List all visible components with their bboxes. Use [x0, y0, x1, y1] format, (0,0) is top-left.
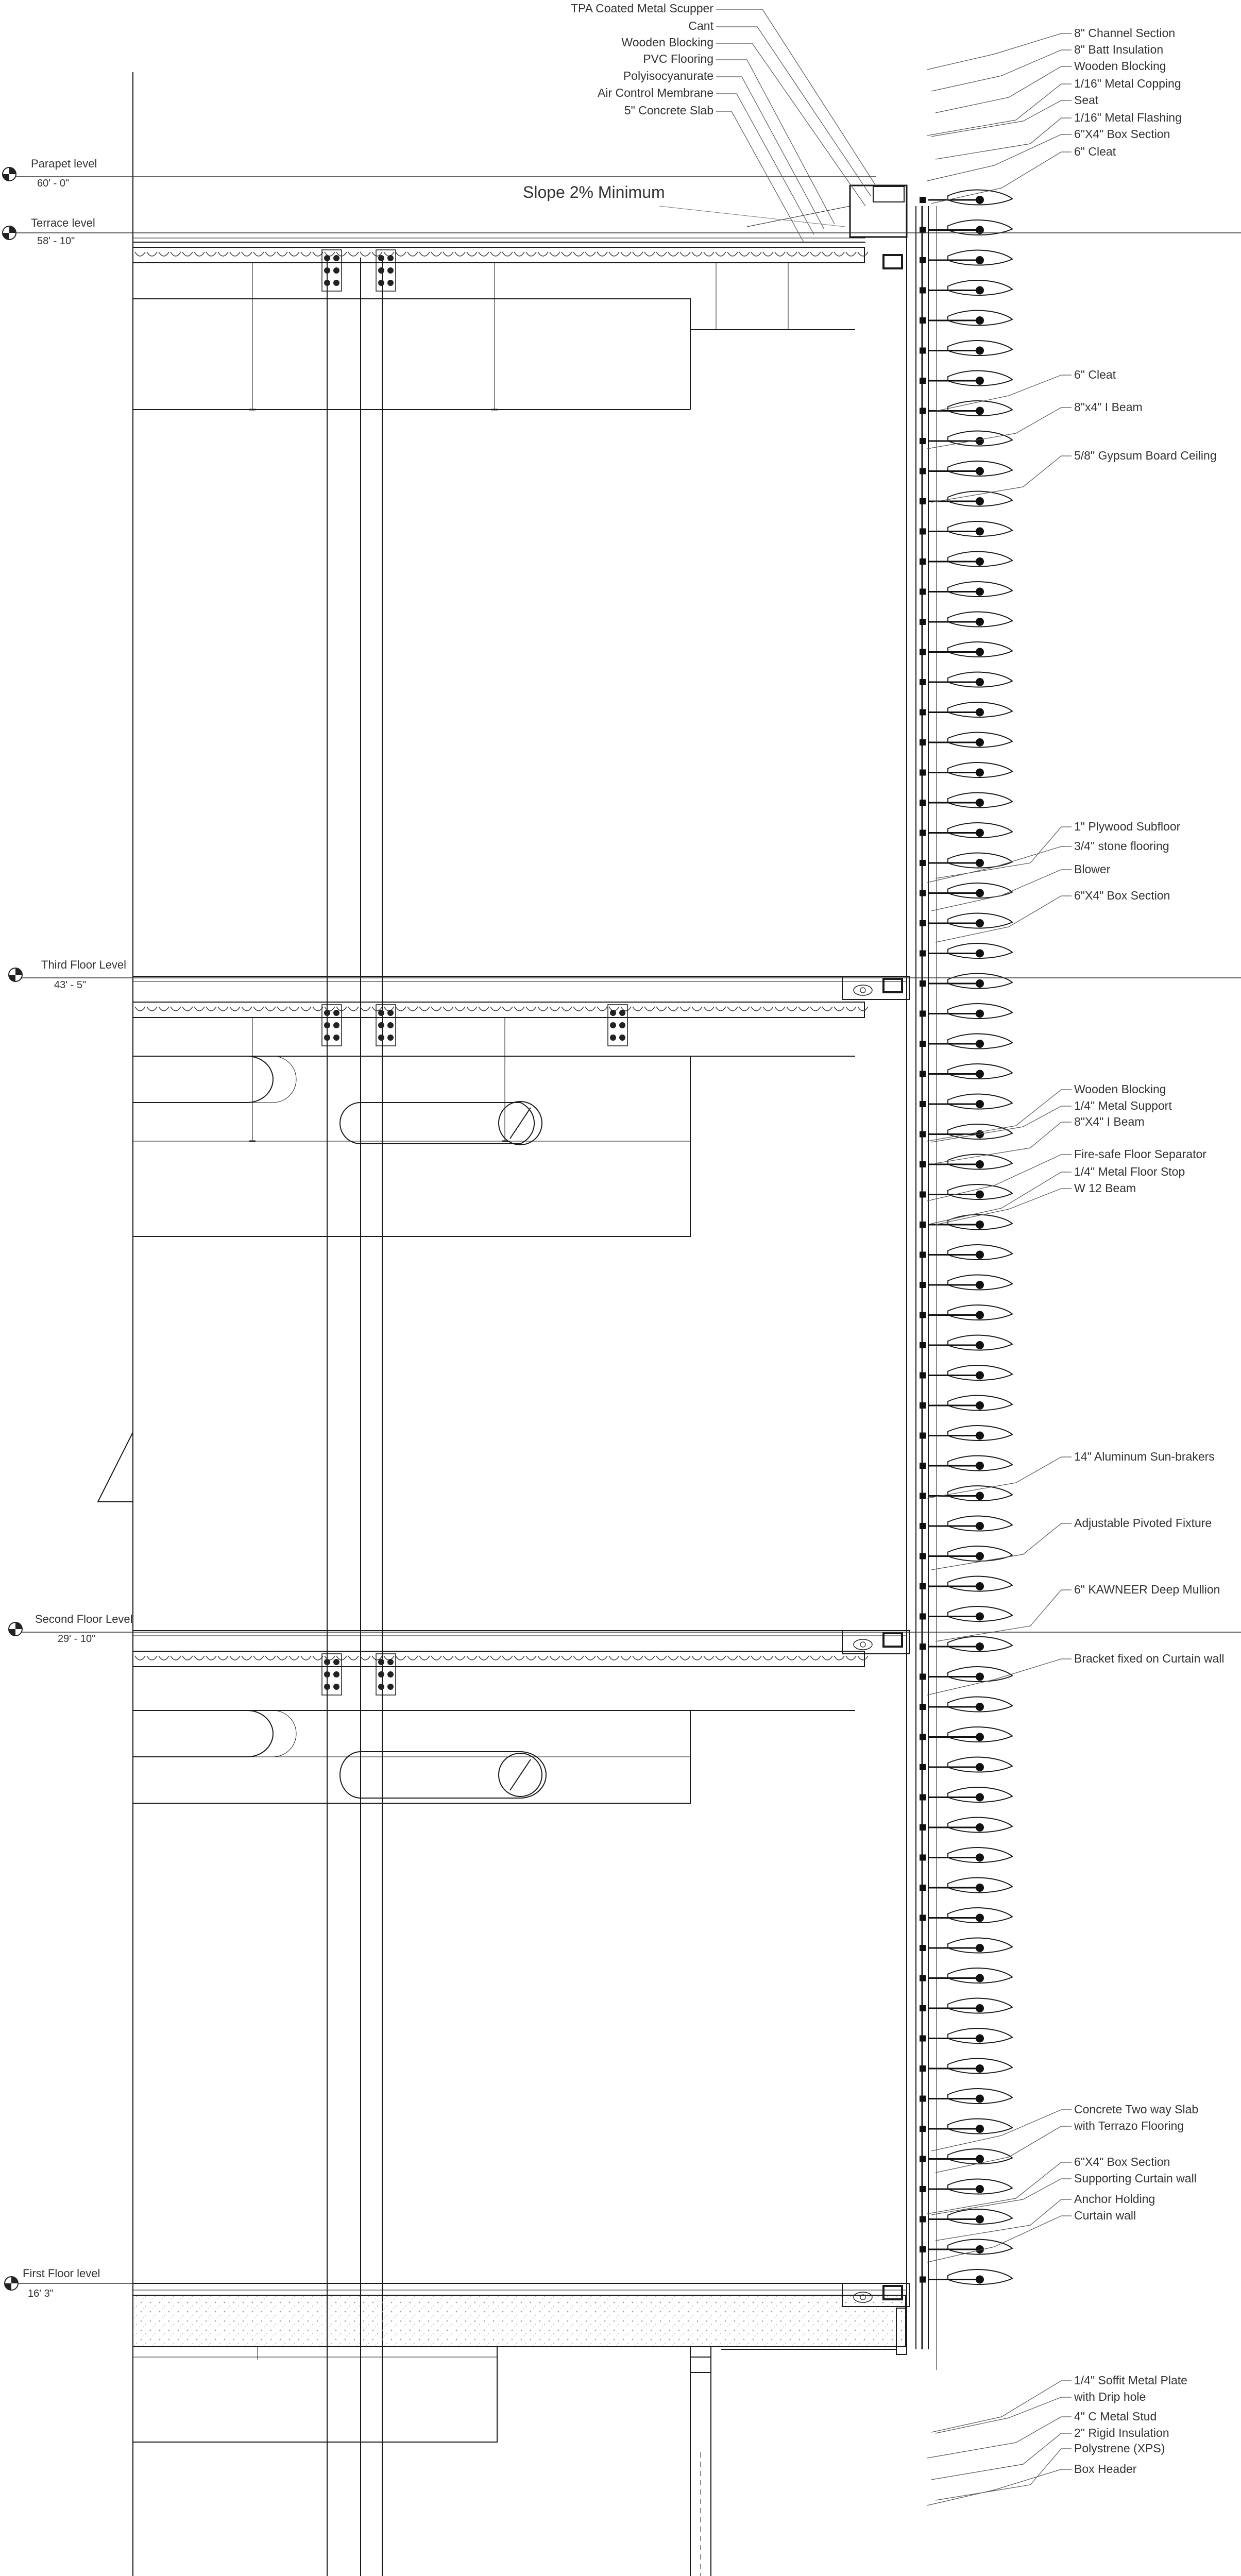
label-metal-flashing-top: 1/16" Metal Flashing — [1074, 111, 1182, 124]
sun-breaker-louver — [920, 280, 1012, 295]
sun-breaker-louver — [920, 582, 1012, 597]
left-leaders — [716, 9, 876, 242]
label-box-section-top: 6"X4" Box Section — [1074, 127, 1170, 141]
sun-breaker-louver — [920, 1426, 1012, 1440]
sun-breaker-louver — [920, 401, 1012, 416]
sun-breaker-louver — [920, 642, 1012, 657]
label-air-control-membrane: Air Control Membrane — [598, 86, 713, 99]
sun-breaker-louver — [920, 1727, 1012, 1742]
sun-breaker-louver — [920, 2179, 1012, 2194]
sun-breaker-louver — [920, 1637, 1012, 1652]
sun-breaker-louver — [920, 311, 1012, 326]
bolt-plate — [322, 250, 342, 291]
svg-text:Second Floor Level: Second Floor Level — [35, 1613, 133, 1625]
sun-breaker-louver — [920, 1546, 1012, 1561]
sun-breaker-louver — [920, 1998, 1012, 2013]
svg-text:16' 3": 16' 3" — [28, 2288, 54, 2299]
label-tpa-scupper: TPA Coated Metal Scupper — [571, 2, 713, 15]
level-second-floor — [9, 1613, 1241, 1645]
bolt-plate — [376, 250, 396, 291]
label-polyisocyanurate: Polyisocyanurate — [623, 69, 713, 82]
svg-text:Parapet level: Parapet level — [31, 157, 97, 170]
sun-breaker-louver — [920, 1818, 1012, 1833]
label-terrazo-flooring: with Terrazo Flooring — [1074, 2119, 1184, 2132]
sun-breaker-louver — [920, 1516, 1012, 1531]
label-wooden-blocking-left: Wooden Blocking — [621, 36, 713, 49]
left-annotation-labels — [571, 2, 714, 117]
label-cleat-top: 6" Cleat — [1074, 145, 1116, 158]
sun-breaker-louver — [920, 762, 1012, 777]
sun-breaker-louver — [920, 974, 1012, 989]
sun-breaker-louver — [920, 341, 1012, 355]
label-ibeam-third: 8"X4" I Beam — [1074, 1115, 1145, 1128]
sun-breaker-louver — [920, 1878, 1012, 1893]
sun-breaker-louver — [920, 1275, 1012, 1290]
svg-text:29' - 10": 29' - 10" — [58, 1633, 96, 1645]
sun-breaker-louver — [920, 521, 1012, 536]
sun-breaker-louver — [920, 2059, 1012, 2074]
sun-breaker-louver — [920, 2240, 1012, 2255]
sun-breaker-louver — [920, 612, 1012, 627]
generated-details — [135, 190, 1012, 2576]
sun-breaker-louver — [920, 2149, 1012, 2164]
sun-breaker-louver — [920, 913, 1012, 928]
sun-breaker-louver — [920, 2089, 1012, 2104]
label-wooden-blocking-third: Wooden Blocking — [1074, 1082, 1166, 1096]
label-wooden-blocking-top: Wooden Blocking — [1074, 59, 1166, 73]
label-cleat-mid: 6" Cleat — [1074, 368, 1116, 381]
sun-breaker-louver — [920, 1606, 1012, 1621]
slope-note: Slope 2% Minimum — [523, 183, 665, 201]
label-metal-support: 1/4" Metal Support — [1074, 1099, 1172, 1112]
bolt-plate — [376, 1005, 396, 1046]
label-polystrene-1: Polystrene (XPS) — [1074, 2442, 1165, 2455]
sun-breaker-louver — [920, 1757, 1012, 1772]
sun-breaker-louver — [920, 1034, 1012, 1049]
sun-breaker-louver — [920, 1064, 1012, 1079]
label-bracket-curtain-wall: Bracket fixed on Curtain wall — [1074, 1652, 1225, 1665]
label-w12-beam: W 12 Beam — [1074, 1181, 1136, 1195]
sun-breaker-louver — [920, 1215, 1012, 1230]
sun-breaker-louver — [920, 1365, 1012, 1380]
sun-breaker-louver — [920, 672, 1012, 687]
right-annotation-labels — [1074, 26, 1224, 2576]
svg-text:First Floor level: First Floor level — [23, 2267, 100, 2280]
label-two-way-slab: Concrete Two way Slab — [1074, 2103, 1199, 2116]
sun-breaker-louver — [920, 1787, 1012, 1802]
label-anchor-curtain-wall: Curtain wall — [1074, 2209, 1136, 2222]
label-anchor-holding: Anchor Holding — [1074, 2192, 1155, 2206]
section-structure — [98, 72, 1133, 2576]
sun-breaker-louver — [920, 943, 1012, 958]
sun-breaker-louver — [920, 1004, 1012, 1019]
label-box-header: Box Header — [1074, 2462, 1137, 2476]
sun-breaker-louver — [920, 1456, 1012, 1471]
sun-breaker-louver — [920, 733, 1012, 748]
label-box-section-support: 6"X4" Box Section — [1074, 2155, 1170, 2168]
sun-breaker-louver — [920, 793, 1012, 808]
sun-breaker-louver — [920, 190, 1012, 205]
sun-breaker-louver — [920, 1667, 1012, 1682]
sun-breaker-louver — [920, 371, 1012, 386]
label-plywood-subfloor: 1" Plywood Subfloor — [1074, 820, 1181, 833]
sun-breaker-louver — [920, 431, 1012, 446]
sun-breaker-louver — [920, 1848, 1012, 1862]
level-third-floor — [9, 958, 1241, 991]
label-seat: Seat — [1074, 93, 1099, 107]
svg-text:43' - 5": 43' - 5" — [54, 979, 87, 991]
sun-breaker-louver — [920, 1486, 1012, 1501]
sun-breaker-louver — [920, 1155, 1012, 1170]
label-firesafe-separator: Fire-safe Floor Separator — [1074, 1147, 1206, 1161]
svg-text:58' - 10": 58' - 10" — [37, 235, 75, 247]
svg-text:Terrace level: Terrace level — [31, 216, 95, 229]
label-pvc-flooring: PVC Flooring — [643, 52, 713, 65]
label-metal-copping: 1/16" Metal Copping — [1074, 77, 1181, 90]
sun-breaker-louver — [920, 461, 1012, 476]
sun-breaker-louver — [920, 1697, 1012, 1712]
sun-breaker-louver — [920, 1968, 1012, 1983]
sun-breaker-louver — [920, 1335, 1012, 1350]
label-sun-brakers: 14" Aluminum Sun-brakers — [1074, 1450, 1215, 1463]
sun-breaker-louver — [920, 1396, 1012, 1411]
leader-lines — [927, 33, 1072, 2576]
sun-breaker-louver — [920, 2209, 1012, 2224]
label-kawneer-mullion: 6" KAWNEER Deep Mullion — [1074, 1583, 1220, 1596]
label-supporting-curtain-wall: Supporting Curtain wall — [1074, 2172, 1197, 2185]
sun-breaker-louver — [920, 2269, 1012, 2284]
label-gypsum-ceiling: 5/8" Gypsum Board Ceiling — [1074, 449, 1217, 462]
svg-text:Third Floor Level: Third Floor Level — [41, 958, 127, 971]
svg-text:60' - 0": 60' - 0" — [37, 178, 70, 189]
sun-breaker-louver — [920, 883, 1012, 898]
label-metal-stud: 4" C Metal Stud — [1074, 2410, 1157, 2423]
sun-breaker-louver — [920, 1908, 1012, 1923]
label-soffit-plate: 1/4" Soffit Metal Plate — [1074, 2374, 1187, 2387]
label-cant: Cant — [688, 19, 713, 32]
label-rigid-insulation-1: 2" Rigid Insulation — [1074, 2426, 1169, 2439]
sun-breaker-louver — [920, 2119, 1012, 2134]
bolt-plate — [322, 1005, 342, 1046]
label-channel-section: 8" Channel Section — [1074, 26, 1176, 40]
label-metal-floor-stop: 1/4" Metal Floor Stop — [1074, 1165, 1185, 1178]
sun-breaker-louver — [920, 1094, 1012, 1109]
label-box-section-third: 6"X4" Box Section — [1074, 889, 1170, 902]
sun-breaker-louver — [920, 1124, 1012, 1139]
sun-breaker-louver — [920, 1305, 1012, 1320]
level-markers — [3, 157, 1241, 2576]
sun-breaker-louver — [920, 823, 1012, 838]
bolt-plate — [376, 1654, 396, 1695]
bolt-plate — [322, 1654, 342, 1695]
label-blower-top: Blower — [1074, 862, 1111, 876]
label-stone-flooring: 3/4" stone flooring — [1074, 839, 1169, 853]
sun-breaker-louver — [920, 552, 1012, 567]
label-pivoted-fixture: Adjustable Pivoted Fixture — [1074, 1516, 1212, 1530]
sun-breaker-louver — [920, 250, 1012, 265]
sun-breaker-louver — [920, 2028, 1012, 2043]
level-parapet — [3, 157, 876, 189]
label-ibeam-roof: 8"x4" I Beam — [1074, 400, 1143, 414]
level-first-floor — [5, 2267, 133, 2299]
sun-breaker-louver — [920, 492, 1012, 506]
sun-breaker-louver — [920, 1938, 1012, 1953]
sun-breaker-louver — [920, 1245, 1012, 1260]
sun-breaker-louver — [920, 702, 1012, 717]
bolt-plate — [608, 1005, 627, 1046]
label-concrete-slab: 5" Concrete Slab — [624, 104, 713, 117]
label-batt-insulation: 8" Batt Insulation — [1074, 43, 1164, 56]
sun-breaker-louver — [920, 1577, 1012, 1591]
label-drip-hole: with Drip hole — [1074, 2390, 1146, 2403]
